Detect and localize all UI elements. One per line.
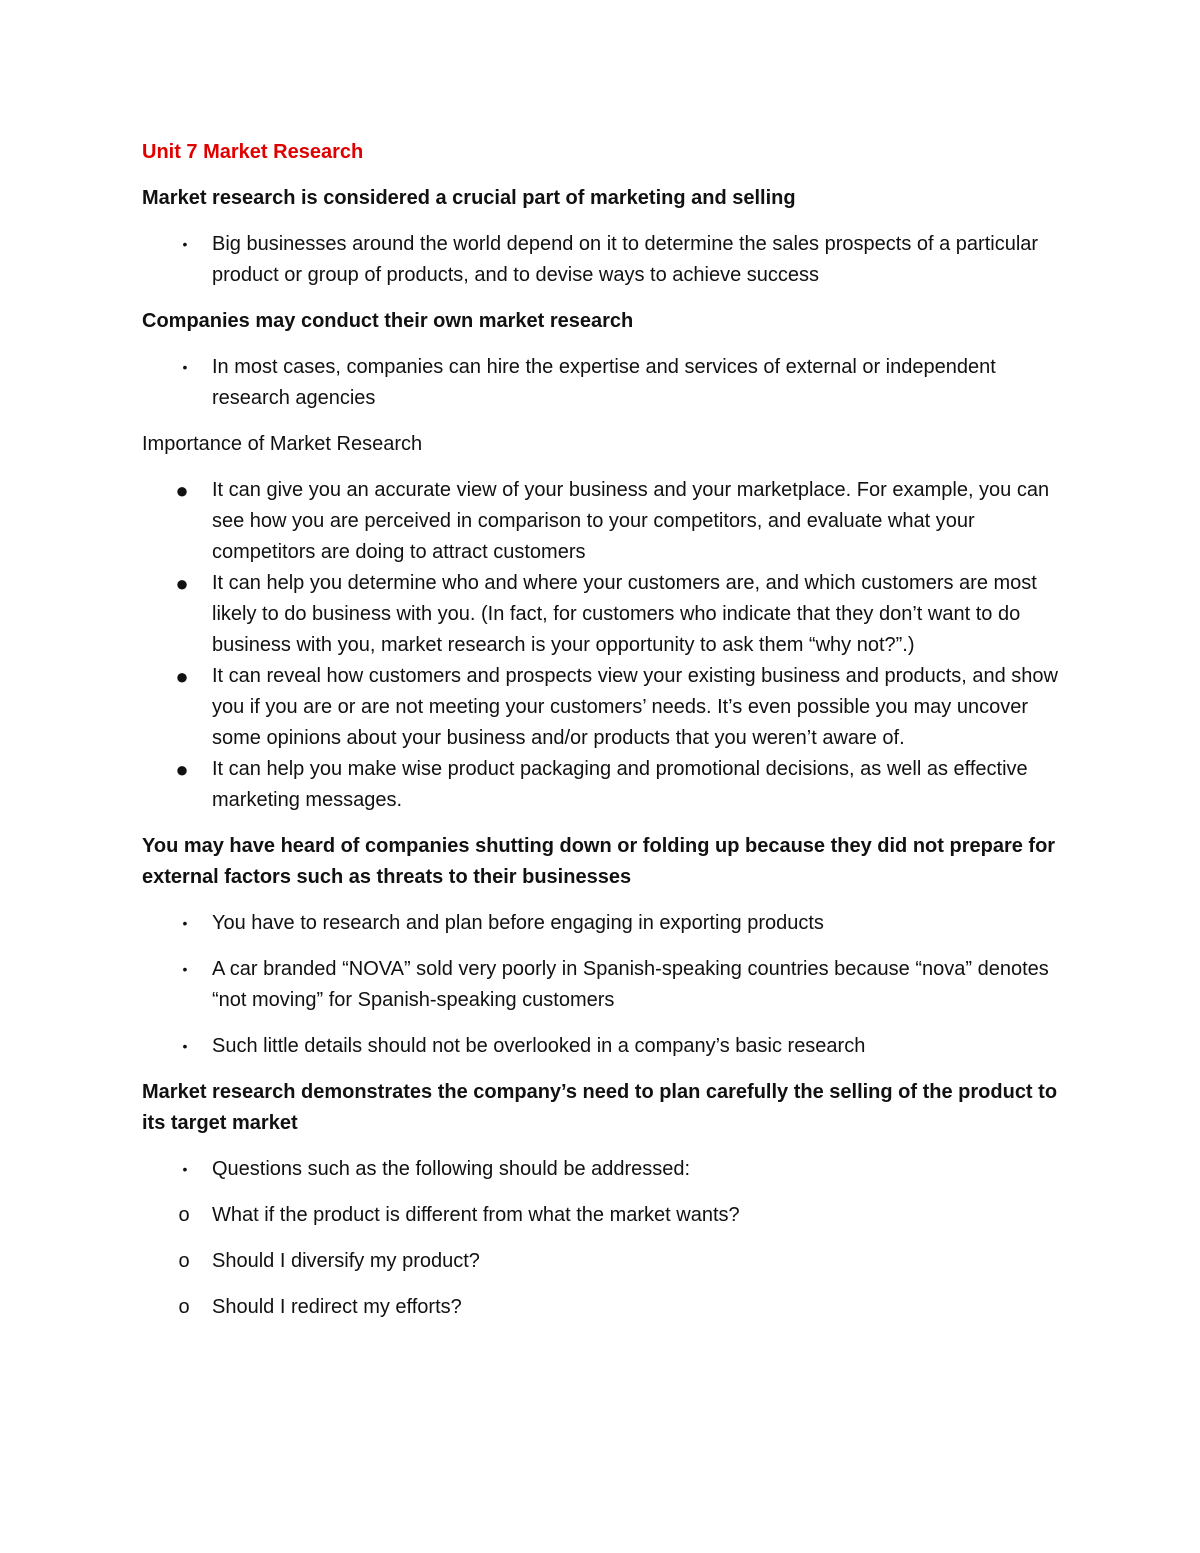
list-item-text: Such little details should not be overlooked in a company’s basic research: [212, 1035, 866, 1057]
bullet-icon: ●: [175, 478, 189, 503]
list-item-text: It can reveal how customers and prospects view your existing business and products, and show you if you are or are not meeting your customers’ needs. It’s even possible you may uncover some opinions about your business and/or products that you weren’t aware of.: [212, 665, 1058, 749]
bullet-icon: ●: [175, 571, 189, 596]
section-heading: Market research demonstrates the company’s need to plan carefully the selling of the product to its target market: [142, 1081, 1058, 1134]
list-item-text: It can help you make wise product packaging and promotional decisions, as well as effective marketing messages.: [212, 758, 1028, 811]
document-title: Unit 7 Market Research: [142, 141, 364, 163]
bullet-icon: •: [182, 236, 188, 252]
section-heading: Importance of Market Research: [142, 433, 423, 455]
sub-list-item: [142, 1200, 1072, 1231]
list-item: [142, 568, 1072, 661]
list-item: [142, 661, 1072, 754]
list-item-text: Should I redirect my efforts?: [212, 1296, 462, 1318]
bullet-icon: •: [182, 359, 188, 375]
list-item-text: Should I diversify my product?: [212, 1250, 480, 1272]
circle-bullet-icon: o: [178, 1204, 190, 1226]
bullet-icon: •: [182, 961, 188, 977]
list-item-text: In most cases, companies can hire the expertise and services of external or independent research agencies: [212, 356, 996, 409]
list-item: [142, 1031, 1072, 1062]
list-item-text: It can help you determine who and where your customers are, and which customers are most likely to do business with you. (In fact, for customers who indicate that they don’t want to do business with you, market research is your opportunity to ask them “why not?”.): [212, 572, 1037, 656]
list-item: [142, 352, 1072, 414]
list-item-text: Questions such as the following should be addressed:: [212, 1158, 691, 1180]
circle-bullet-icon: o: [178, 1250, 190, 1272]
sub-list-item: [142, 1246, 1072, 1277]
bullet-icon: •: [182, 1161, 188, 1177]
list-item: [142, 908, 1072, 939]
bullet-list: [142, 475, 1072, 816]
bullet-icon: •: [182, 1038, 188, 1054]
list-item: [142, 229, 1072, 291]
list-item-text: Big businesses around the world depend on it to determine the sales prospects of a particular product or group of products, and to devise ways to achieve success: [212, 233, 1039, 286]
section-heading: You may have heard of companies shutting down or folding up because they did not prepare for external factors such as threats to their businesses: [142, 835, 1056, 888]
section-heading: Market research is considered a crucial part of marketing and selling: [142, 187, 796, 209]
bullet-list: [142, 1154, 1072, 1323]
list-item: [142, 954, 1072, 1016]
section-heading: Companies may conduct their own market research: [142, 310, 634, 332]
bullet-list: [142, 352, 1072, 414]
circle-bullet-icon: o: [178, 1296, 190, 1318]
bullet-icon: •: [182, 915, 188, 931]
bullet-icon: ●: [175, 757, 189, 782]
sub-list-item: [142, 1292, 1072, 1323]
bullet-list: [142, 908, 1072, 1062]
list-item-text: What if the product is different from what the market wants?: [212, 1204, 740, 1226]
bullet-list: [142, 229, 1072, 291]
list-item: [142, 754, 1072, 816]
list-item-text: A car branded “NOVA” sold very poorly in Spanish-speaking countries because “nova” denotes “not moving” for Spanish-speaking customers: [212, 958, 1049, 1011]
list-item: [142, 475, 1072, 568]
bullet-icon: ●: [175, 664, 189, 689]
list-item-text: It can give you an accurate view of your business and your marketplace. For example, you can see how you are perceived in comparison to your competitors, and evaluate what your competitors are doing to attract customers: [212, 479, 1050, 563]
list-item: [142, 1154, 1072, 1185]
document-page: [142, 137, 1072, 1338]
list-item-text: You have to research and plan before engaging in exporting products: [212, 912, 824, 934]
